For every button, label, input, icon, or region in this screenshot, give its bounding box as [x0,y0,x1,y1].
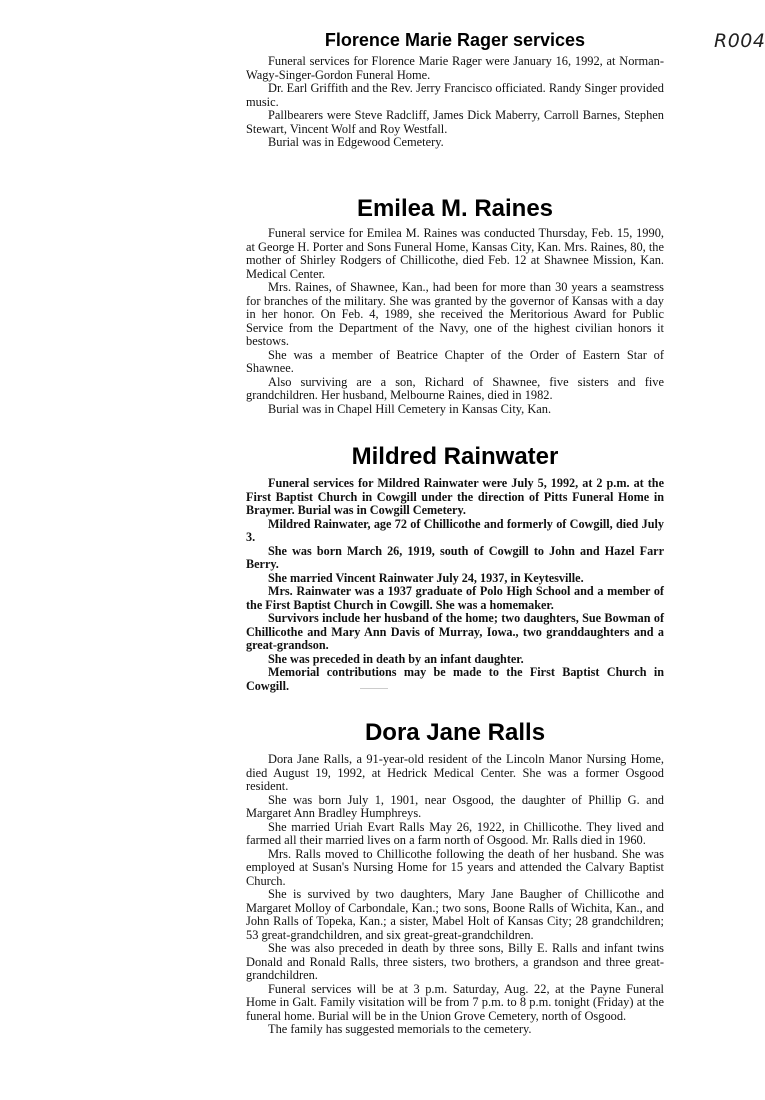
obituary-paragraph: Pallbearers were Steve Radcliff, James Dick Maberry, Carroll Barnes, Stephen Stewart, Vincent Wolf and Roy Westfall. [246,108,664,136]
obituary-paragraph: The family has suggested memorials to the cemetery. [268,1022,532,1036]
obituary-paragraph: Funeral services for Florence Marie Rager were January 16, 1992, at Norman-Wagy-Singer-Gordon Funeral Home. [246,54,664,82]
obituary-paragraph: She was also preceded in death by three sons, Billy E. Ralls and infant twins Donald and Ronald Ralls, three sisters, two brothers, a grandson and three great-grandchildren. [246,941,664,982]
obituary-title: Florence Marie Rager services [324,30,586,50]
obituary-paragraph: Funeral service for Emilea M. Raines was conducted Thursday, Feb. 15, 1990, at George H. Porter and Sons Funeral Home, Kansas City, Kan. Mrs. Raines, 80, the mother of Shirley Rodgers of Chillicothe, died Feb. 12 at Shawnee Mission, Kan. Medical Center. [246,226,664,281]
obituary-paragraph: She was born July 1, 1901, near Osgood, the daughter of Phillip G. and Margaret Ann Bradley Humphreys. [246,792,664,820]
divider [360,688,388,689]
obituary-paragraph: She married Vincent Rainwater July 24, 1937, in Keytesville. [268,570,584,585]
obituary-florence-rager [246,30,664,150]
obituary-paragraph: Mrs. Ralls moved to Chillicothe following the death of her husband. She was employed at Susan's Nursing Home for 15 years and attended the Calvary Baptist Church. [246,846,664,888]
obituary-paragraph: She is survived by two daughters, Mary Jane Baugher of Chillicothe and Margaret Molloy of Carbondale, Kan.; two sons, Boone Ralls of Wichita, Kan., and John Ralls of Topeka, Kan.; a sister, Mabel Holt of Kansas City; 28 grandchildren; 53 great-grandchildren, and six great-great-grandchildren. [246,887,664,942]
obituary-paragraph: She married Uriah Evart Ralls May 26, 1922, in Chillicothe. They lived and farmed all their married lives on a farm north of Osgood. Mr. Ralls died in 1960. [246,819,664,847]
obituary-paragraph: Mrs. Raines, of Shawnee, Kan., had been for more than 30 years a seamstress for branches of the military. She was granted by the governor of Kansas with a day in her honor. On Feb. 4, 1989, she received the Meritorious Award for Public Service from the Department of the Navy, one of the highest civilian honors it bestows. [246,280,664,348]
obituary-paragraph: Dora Jane Ralls, a 91-year-old resident of the Lincoln Manor Nursing Home, died August 19, 1992, at Hedrick Medical Center. She was a former Osgood resident. [246,752,664,793]
obituary-paragraph: Burial was in Chapel Hill Cemetery in Kansas City, Kan. [268,401,552,416]
handwritten-corner-note: R004 [714,30,765,52]
obituary-paragraph: Memorial contributions may be made to the First Baptist Church in Cowgill. [246,665,664,693]
obituary-paragraph: Survivors include her husband of the home; two daughters, Sue Bowman of Chillicothe and Mary Ann Davis of Murray, Iowa., two granddaughters and a great-grandson. [246,611,664,652]
obituary-title: Dora Jane Ralls [364,719,546,746]
obituary-title: Emilea M. Raines [356,195,554,222]
obituary-paragraph: She was born March 26, 1919, south of Cowgill to John and Hazel Farr Berry. [246,543,664,571]
obituary-paragraph: Dr. Earl Griffith and the Rev. Jerry Francisco officiated. Randy Singer provided music. [246,81,664,109]
obituary-paragraph: She was preceded in death by an infant daughter. [268,651,524,666]
obituary-paragraph: Also surviving are a son, Richard of Shawnee, five sisters and five grandchildren. Her husband, Melbourne Raines, died in 1982. [246,374,664,402]
obituary-emilea-raines [246,195,664,416]
obituary-paragraph: She was a member of Beatrice Chapter of the Order of Eastern Star of Shawnee. [246,347,664,375]
obituary-mildred-rainwater [246,443,664,693]
obituary-paragraph: Funeral services will be at 3 p.m. Saturday, Aug. 22, at the Payne Funeral Home in Galt. Family visitation will be from 7 p.m. to 8 p.m. tonight (Friday) at the funeral home. Burial will be in the Union Grove Cemetery, north of Osgood. [246,981,664,1023]
obituary-paragraph: Mildred Rainwater, age 72 of Chillicothe and formerly of Cowgill, died July 3. [246,516,664,544]
obituary-paragraph: Burial was in Edgewood Cemetery. [268,135,444,149]
obituary-paragraph: Funeral services for Mildred Rainwater were July 5, 1992, at 2 p.m. at the First Baptist Church in Cowgill under the direction of Pitts Funeral Home in Braymer. Burial was in Cowgill Cemetery. [246,476,664,517]
obituary-title: Mildred Rainwater [351,443,559,470]
obituary-paragraph: Mrs. Rainwater was a 1937 graduate of Polo High School and a member of the First Baptist Church in Cowgill. She was a homemaker. [246,584,664,612]
obituary-dora-ralls [246,719,664,1037]
